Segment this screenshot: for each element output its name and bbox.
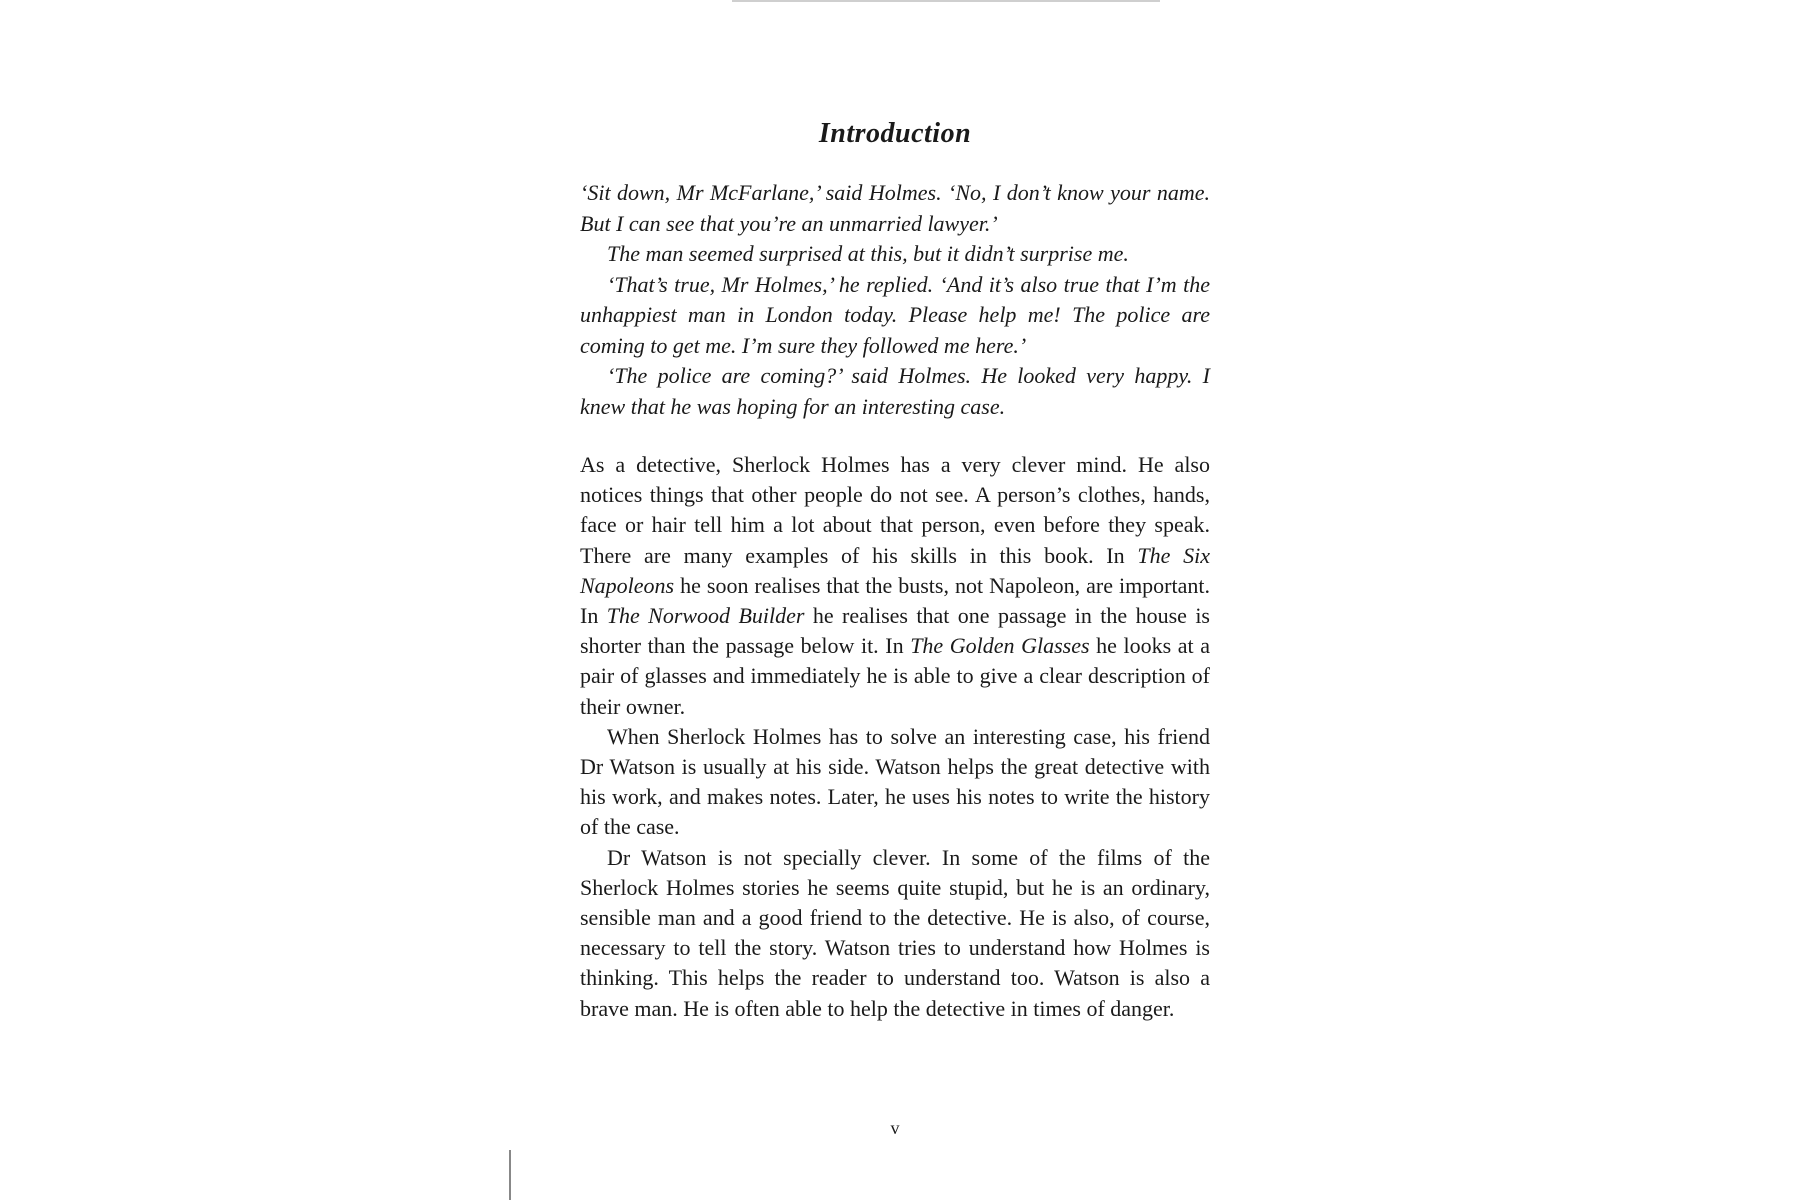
body-paragraph: When Sherlock Holmes has to solve an interesting case, his friend Dr Watson is usually at his side. Watson helps the great detective with his work, and makes notes. Later, he uses his notes to write the history of the case. — [580, 723, 1210, 840]
story-title: The Golden Glasses — [910, 633, 1090, 659]
story-title: The Norwood Builder — [606, 603, 805, 629]
story-title: The Six Napoleons — [580, 542, 1210, 598]
scan-edge-top — [732, 0, 1160, 2]
body-paragraph: Dr Watson is not specially clever. In some of the films of the Sherlock Holmes stories he seems quite stupid, but he is an ordinary, sensible man and a good friend to the detective. He is also, of course, necessary to tell the story. Watson tries to understand how Holmes is thinking. This helps the reader to understand too. Watson is also a brave man. He is often able to help the detective in times of danger. — [580, 844, 1210, 1021]
body-text: he realises that one passage in the house is shorter than the passage below it. In — [580, 603, 1210, 659]
body-paragraph — [580, 450, 1210, 722]
page-number: v — [890, 1118, 900, 1138]
scan-edge-left — [509, 1150, 511, 1200]
introduction-body — [580, 450, 1210, 1024]
page-title: Introduction — [818, 118, 972, 149]
excerpt-paragraph: ‘That’s true, Mr Holmes,’ he replied. ‘And it’s also true that I’m the unhappiest man in London today. Please help me! The police are coming to get me. I’m sure they followed me here.’ — [580, 271, 1210, 358]
body-text: As a detective, Sherlock Holmes has a very clever mind. He also notices things that other people do not see. A person’s clothes, hands, face or hair tell him a lot about that person, even before they speak. There are many examples of his skills in this book. In — [580, 452, 1210, 568]
excerpt-paragraph: The man seemed surprised at this, but it didn’t surprise me. — [607, 241, 1129, 266]
excerpt-paragraph: ‘Sit down, Mr McFarlane,’ said Holmes. ‘No, I don’t know your name. But I can see that you’re an unmarried lawyer.’ — [580, 180, 1210, 236]
body-text: he soon realises that the busts, not Napoleon, are important. In — [580, 572, 1210, 629]
excerpt-paragraph: ‘The police are coming?’ said Holmes. He looked very happy. I knew that he was hoping for an interesting case. — [580, 363, 1210, 419]
body-text: he looks at a pair of glasses and immediately he is able to give a clear description of their owner. — [580, 633, 1210, 719]
story-excerpt — [580, 178, 1210, 422]
